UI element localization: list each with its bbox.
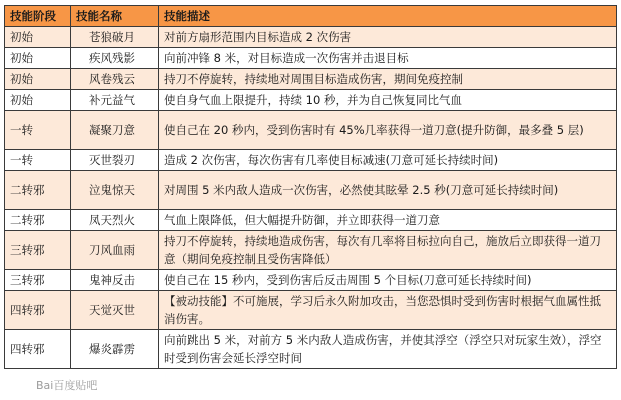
header-stage: 技能阶段	[5, 6, 71, 27]
stage-cell: 初始	[5, 48, 71, 69]
stage-cell: 四转邪	[5, 291, 71, 330]
stage-cell: 一转	[5, 111, 71, 150]
skill-name-cell: 疾风残影	[71, 48, 159, 69]
header-desc: 技能描述	[159, 6, 617, 27]
skill-name-cell: 鬼神反击	[71, 270, 159, 291]
skill-desc-cell: 使自己在 15 秒内，受到伤害后反击周围 5 个目标(刀意可延长持续时间)	[159, 270, 617, 291]
skill-name-cell: 刀风血雨	[71, 231, 159, 270]
skill-desc-cell: 持刀不停旋转，持续地对周围目标造成伤害，期间免疫控制	[159, 69, 617, 90]
skill-desc-cell: 向前冲锋 8 米，对目标造成一次伤害并击退目标	[159, 48, 617, 69]
skill-table	[4, 5, 617, 369]
table-row	[5, 231, 617, 270]
table-row	[5, 291, 617, 330]
watermark: Bai百度贴吧	[36, 379, 98, 392]
skill-name-cell: 凝聚刀意	[71, 111, 159, 150]
skill-name-cell: 凤天烈火	[71, 210, 159, 231]
table-row	[5, 210, 617, 231]
skill-desc-cell: 使自身气血上限提升，持续 10 秒，并为自己恢复同比气血	[159, 90, 617, 111]
skill-name-cell: 灭世裂刃	[71, 150, 159, 171]
skill-name-cell: 泣鬼惊天	[71, 171, 159, 210]
skill-name-cell: 天觉灭世	[71, 291, 159, 330]
skill-name-cell: 风卷残云	[71, 69, 159, 90]
table-row	[5, 48, 617, 69]
stage-cell: 二转邪	[5, 171, 71, 210]
table-row	[5, 171, 617, 210]
skill-desc-cell: 对周围 5 米内敌人造成一次伤害，必然使其眩晕 2.5 秒(刀意可延长持续时间)	[159, 171, 617, 210]
stage-cell: 三转邪	[5, 231, 71, 270]
skill-name-cell: 爆炎霹雳	[71, 330, 159, 369]
table-row	[5, 270, 617, 291]
table-row	[5, 150, 617, 171]
stage-cell: 初始	[5, 69, 71, 90]
skill-desc-cell: 造成 2 次伤害，每次伤害有几率使目标减速(刀意可延长持续时间)	[159, 150, 617, 171]
skill-desc-cell: 气血上限降低，但大幅提升防御，并立即获得一道刀意	[159, 210, 617, 231]
header-name: 技能名称	[71, 6, 159, 27]
table-row	[5, 111, 617, 150]
table-row	[5, 330, 617, 369]
skill-desc-cell: 使自己在 20 秒内，受到伤害时有 45%几率获得一道刀意(提升防御，最多叠 5 层)	[159, 111, 617, 150]
table-row	[5, 27, 617, 48]
table-row	[5, 69, 617, 90]
stage-cell: 四转邪	[5, 330, 71, 369]
table-row	[5, 90, 617, 111]
stage-cell: 初始	[5, 27, 71, 48]
skill-desc-cell: 【被动技能】不可施展，学习后永久附加攻击，当您恐惧时受到伤害时根据气血属性抵消伤害。	[159, 291, 617, 330]
stage-cell: 一转	[5, 150, 71, 171]
skill-desc-cell: 向前跳出 5 米，对前方 5 米内敌人造成伤害，并使其浮空（浮空只对玩家生效），浮空时受到伤害会延长浮空时间	[159, 330, 617, 369]
skill-desc-cell: 持刀不停旋转，持续地造成伤害，每次有几率将目标拉向自己，施放后立即获得一道刀意（期间免疫控制且受伤害降低）	[159, 231, 617, 270]
skill-name-cell: 苍狼破月	[71, 27, 159, 48]
skill-desc-cell: 对前方扇形范围内目标造成 2 次伤害	[159, 27, 617, 48]
stage-cell: 三转邪	[5, 270, 71, 291]
table-header-row	[5, 6, 617, 27]
skill-name-cell: 补元益气	[71, 90, 159, 111]
stage-cell: 二转邪	[5, 210, 71, 231]
stage-cell: 初始	[5, 90, 71, 111]
